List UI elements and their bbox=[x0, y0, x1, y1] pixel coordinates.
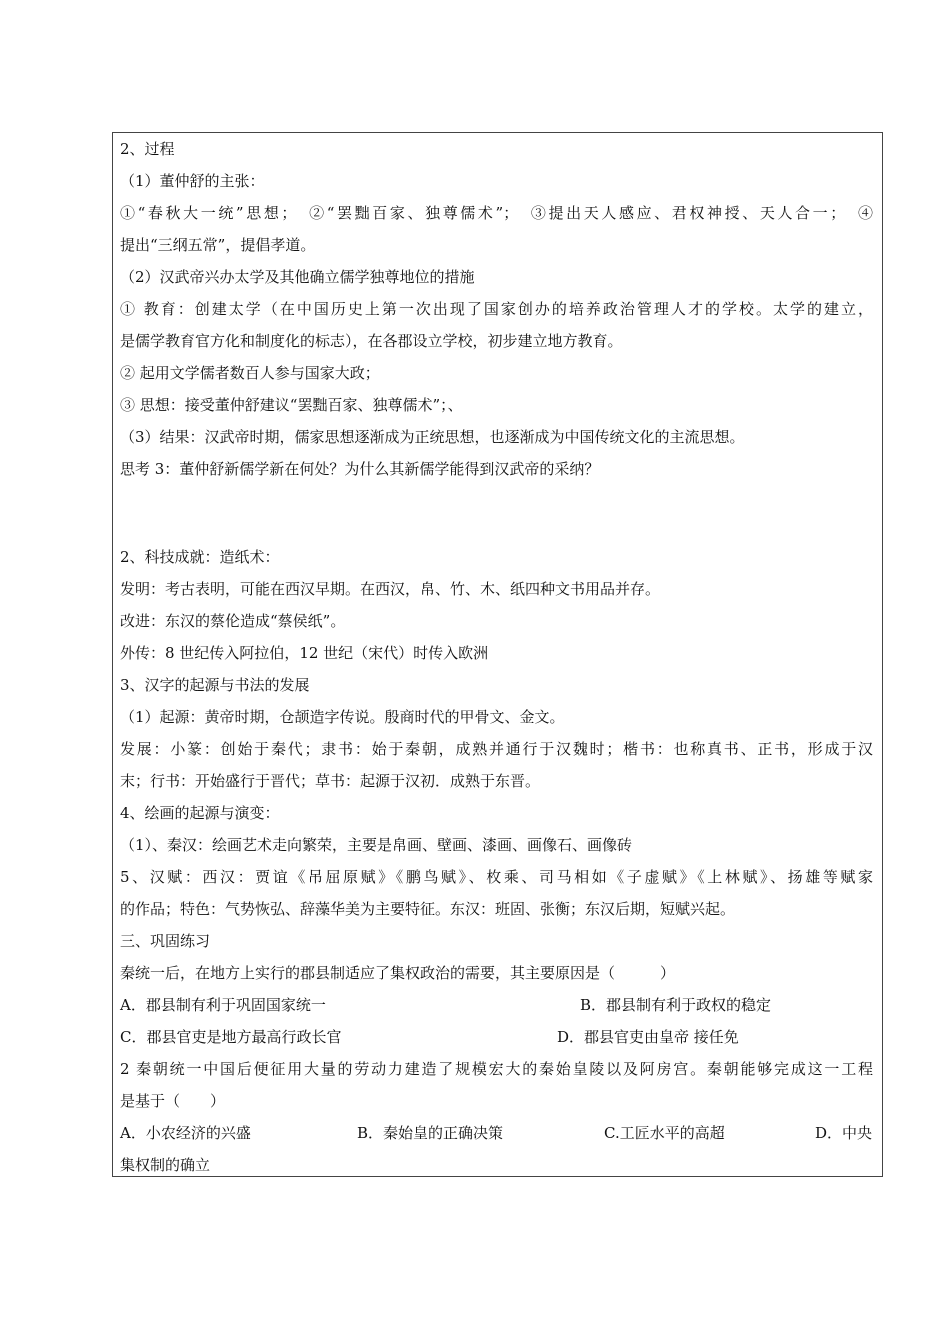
q2-option-b: B．秦始皇的正确决策 bbox=[357, 1124, 504, 1142]
text-line: ② 起用文学儒者数百人参与国家大政； bbox=[120, 364, 380, 382]
question-2: 2 秦朝统一中国后便征用大量的劳动力建造了规模宏大的秦始皇陵以及阿房宫。秦朝能够完成这一工程 bbox=[120, 1060, 873, 1078]
section-heading-process: 2、过程 bbox=[120, 140, 175, 158]
q2-option-d: D．中央 bbox=[815, 1124, 873, 1142]
q2-option-a: A．小农经济的兴盛 bbox=[120, 1124, 251, 1142]
question-1: 秦统一后，在地方上实行的郡县制适应了集权政治的需要，其主要原因是（ ） bbox=[120, 964, 676, 982]
q1-option-d: D．郡县官吏由皇帝 接任免 bbox=[557, 1028, 739, 1046]
question-think-3: 思考 3：董仲舒新儒学新在何处？为什么其新儒学能得到汉武帝的采纳？ bbox=[120, 460, 600, 478]
text-line: 集权制的确立 bbox=[120, 1156, 211, 1174]
q2-option-c: C.工匠水平的高超 bbox=[604, 1124, 725, 1142]
q1-option-c: C．郡县官吏是地方最高行政长官 bbox=[120, 1028, 342, 1046]
text-line: 5、汉赋：西汉：贾谊《吊屈原赋》《鹏鸟赋》、枚乘、司马相如《子虚赋》《上林赋》、扬雄等赋家 bbox=[120, 868, 873, 886]
text-line: （3）结果：汉武帝时期，儒家思想逐渐成为正统思想，也逐渐成为中国传统文化的主流思想。 bbox=[120, 428, 745, 446]
section-heading-calligraphy: 3、汉字的起源与书法的发展 bbox=[120, 676, 310, 694]
text-line: （1）董仲舒的主张： bbox=[120, 172, 265, 190]
section-heading-exercises: 三、巩固练习 bbox=[120, 932, 211, 950]
text-line: ③ 思想：接受董仲舒建议“罢黜百家、独尊儒术”；、 bbox=[120, 396, 463, 414]
q1-option-b: B．郡县制有利于政权的稳定 bbox=[580, 996, 772, 1014]
text-line: 提出“三纲五常”，提倡孝道。 bbox=[120, 236, 316, 254]
text-line: （1）起源：黄帝时期，仓颉造字传说。殷商时代的甲骨文、金文。 bbox=[120, 708, 565, 726]
text-line: ① 教育：创建太学（在中国历史上第一次出现了国家创办的培养政治管理人才的学校。太学的建立， bbox=[120, 300, 873, 318]
text-line: 发明：考古表明，可能在西汉早期。在西汉，帛、竹、木、纸四种文书用品并存。 bbox=[120, 580, 661, 598]
section-heading-papermaking: 2、科技成就：造纸术： bbox=[120, 548, 280, 566]
section-heading-painting: 4、绘画的起源与演变： bbox=[120, 804, 280, 822]
text-line: （2）汉武帝兴办太学及其他确立儒学独尊地位的措施 bbox=[120, 268, 475, 286]
text-line: 发展：小篆：创始于秦代；隶书：始于秦朝，成熟并通行于汉魏时；楷书：也称真书、正书，形成于汉 bbox=[120, 740, 873, 758]
text-line: 是儒学教育官方化和制度化的标志），在各郡设立学校，初步建立地方教育。 bbox=[120, 332, 623, 350]
text-line: 末；行书：开始盛行于晋代；草书：起源于汉初．成熟于东晋。 bbox=[120, 772, 541, 790]
text-line: 改进：东汉的蔡伦造成“蔡侯纸”。 bbox=[120, 612, 346, 630]
text-line: 是基于（ ） bbox=[120, 1092, 226, 1110]
text-line: （1）、秦汉：绘画艺术走向繁荣，主要是帛画、壁画、漆画、画像石、画像砖 bbox=[120, 836, 633, 854]
q1-option-a: A．郡县制有利于巩固国家统一 bbox=[120, 996, 326, 1014]
text-line: ①“春秋大一统”思想； ②“罢黜百家、独尊儒术”； ③提出天人感应、君权神授、天人合一； ④ bbox=[120, 204, 873, 222]
text-line: 外传：8 世纪传入阿拉伯，12 世纪（宋代）时传入欧洲 bbox=[120, 644, 489, 662]
text-line: 的作品；特色：气势恢弘、辞藻华美为主要特征。东汉：班固、张衡；东汉后期，短赋兴起。 bbox=[120, 900, 736, 918]
